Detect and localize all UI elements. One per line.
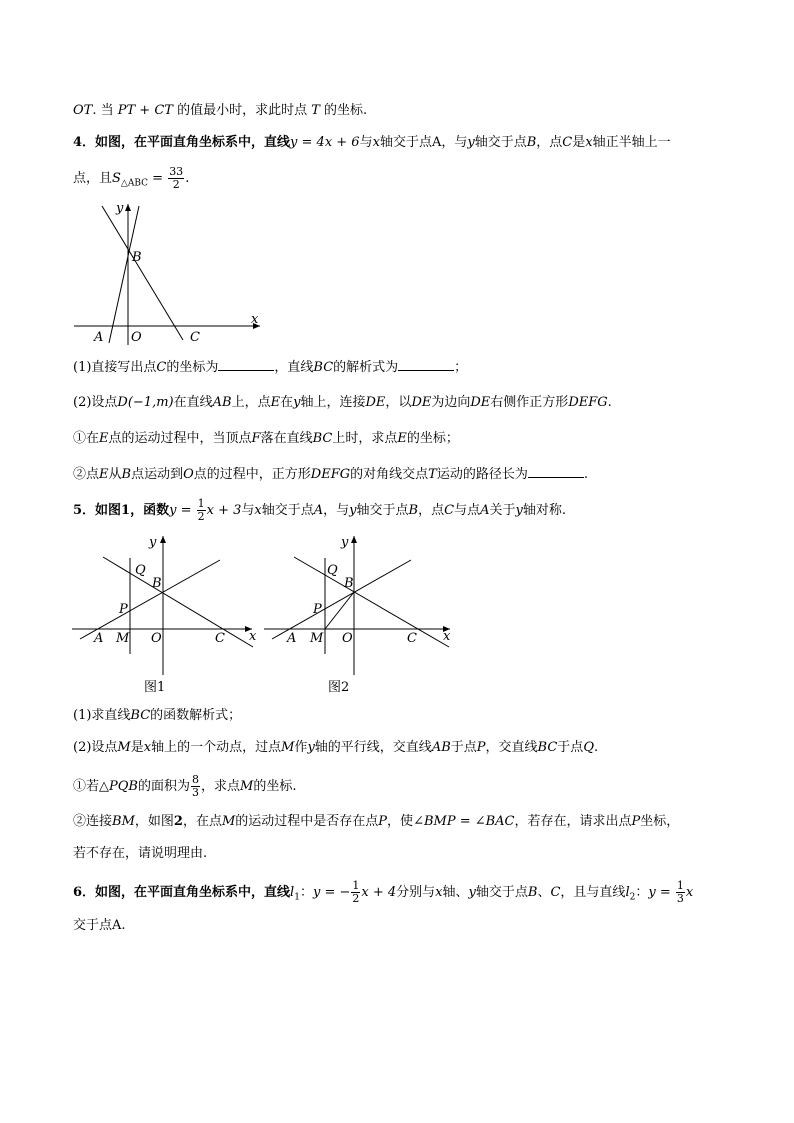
label-y: y <box>341 535 349 550</box>
q5-text: ，使 <box>387 814 414 829</box>
q5-var: A <box>480 503 490 518</box>
q4-text: 点运动到 <box>131 467 184 482</box>
q3-text: . 当 <box>92 103 118 118</box>
q5-text: 的面积为 <box>137 779 190 794</box>
q4-var: E <box>270 395 281 410</box>
q4-text: ，直线 <box>274 360 314 375</box>
q5-var: AB <box>431 740 451 755</box>
fraction-denominator: 2 <box>197 510 205 523</box>
q4-text: 与 <box>359 135 373 150</box>
q5-text: ，求点 <box>200 779 240 794</box>
q4-text: ，以 <box>385 395 412 410</box>
q5-text: ，交直线 <box>485 740 538 755</box>
label-O: O <box>131 330 142 345</box>
q5-text: 于点 <box>557 740 584 755</box>
q6-line2 <box>73 916 126 936</box>
q5-var: M <box>221 814 236 829</box>
q5-sub2-line2 <box>73 844 207 864</box>
q4-text: 的坐标为 <box>166 360 219 375</box>
q6-var: C <box>550 885 561 900</box>
q4-var: O <box>183 467 194 482</box>
q6-var: y <box>468 885 476 900</box>
y-axis-arrow <box>351 536 357 543</box>
q6-text: ： <box>299 885 313 900</box>
q5-text: ，在点 <box>182 814 222 829</box>
q5-text: 坐标， <box>640 814 680 829</box>
q4-text: 运动的路径长为 <box>436 467 528 482</box>
label-y: y <box>116 201 124 216</box>
q5-text: ，与 <box>323 503 350 518</box>
q5-var: M <box>281 740 295 755</box>
label-A: A <box>94 631 104 646</box>
q4-sub2 <box>73 463 588 485</box>
q3-text: 的坐标. <box>319 103 368 118</box>
label-M: M <box>116 631 130 646</box>
q4-text: 轴交于点A，与 <box>379 135 468 150</box>
q5-var: PQB <box>109 779 138 794</box>
q4-text: (1)直接写出点 <box>73 360 157 375</box>
q6-text: 轴交于点 <box>475 885 528 900</box>
q5-text: 与点 <box>454 503 481 518</box>
q5-text: ，如图 <box>134 814 174 829</box>
q5-text: (2)设点 <box>73 740 118 755</box>
q5-var: M <box>240 779 254 794</box>
q6-equation: x <box>685 885 694 900</box>
q4-part1 <box>73 356 467 378</box>
q4-text: 点的过程中，正方形 <box>193 467 311 482</box>
q4-area-symbol: S <box>112 171 121 186</box>
label-M: M <box>310 631 324 646</box>
q4-figure <box>70 198 270 348</box>
q4-var: DEFG <box>310 467 351 482</box>
q4-text: ，点 <box>536 135 563 150</box>
q4-text: 上，点 <box>231 395 271 410</box>
q4-part2 <box>73 393 612 413</box>
q5-var: A <box>313 503 324 518</box>
label-O: O <box>151 631 162 646</box>
q6-text: ，且与直线 <box>560 885 626 900</box>
y-axis-arrow <box>125 204 131 211</box>
q6-fraction <box>676 880 685 905</box>
label-C: C <box>215 631 225 646</box>
q5-line1 <box>73 498 566 523</box>
q4-var: BC <box>312 431 333 446</box>
q5-var: BC <box>130 708 151 723</box>
q3-T: T <box>311 103 320 118</box>
q6-var: x <box>435 885 443 900</box>
q4-area-subscript: △ABC <box>120 178 149 189</box>
q5-text: 轴对称. <box>522 503 566 518</box>
figure-caption: 图2 <box>328 680 350 695</box>
q5-var: P <box>631 814 641 829</box>
line-AB <box>109 206 139 343</box>
fraction-numerator: 33 <box>169 165 184 178</box>
q4-text: 右侧作正方形 <box>490 395 569 410</box>
q6-fraction <box>351 880 360 905</box>
q4-equation: y = 4x + 6 <box>290 135 360 150</box>
q5-text: 轴上的一个动点，过点 <box>151 740 282 755</box>
q6-line1 <box>73 880 693 908</box>
label-y: y <box>149 535 157 550</box>
q5-var: Q <box>583 740 594 755</box>
q4-line2 <box>73 166 189 194</box>
q4-text: 轴正半轴上一 <box>592 135 671 150</box>
q5-angle-equation: ∠BMP = ∠BAC <box>413 814 515 829</box>
q5-text: 作 <box>294 740 308 755</box>
q4-sub1 <box>73 429 459 449</box>
q6-equation: x + 4 <box>361 885 397 900</box>
q4-var: D(−1,m) <box>117 395 174 410</box>
q6-text: 交于点A. <box>73 918 126 933</box>
q5-text: 的函数解析式； <box>150 708 242 723</box>
q5-fraction <box>191 774 200 799</box>
q3-OT: OT <box>73 103 93 118</box>
label-x: x <box>443 629 451 644</box>
q4-text: 点，且 <box>73 171 113 186</box>
q4-var: E <box>99 467 109 482</box>
q5-var: B <box>408 503 419 518</box>
fraction-numerator: 8 <box>191 773 199 786</box>
q4-var: x <box>372 135 380 150</box>
label-P: P <box>119 602 128 617</box>
label-O: O <box>342 631 353 646</box>
q3-text: 的值最小时，求此时点 <box>172 103 312 118</box>
q5-number: 5．如图1，函数 <box>73 503 170 518</box>
q5-text: ②连接 <box>73 814 113 829</box>
label-A: A <box>94 330 104 345</box>
figure-caption: 图1 <box>144 680 166 695</box>
q5-var: C <box>444 503 455 518</box>
q4-var: DE <box>470 395 491 410</box>
q4-var: DE <box>365 395 386 410</box>
q4-var: x <box>585 135 593 150</box>
q4-var: B <box>121 467 132 482</box>
q4-var: F <box>251 431 261 446</box>
q5-var: M <box>117 740 131 755</box>
q4-text: . <box>185 171 190 186</box>
q6-var: B <box>527 885 538 900</box>
answer-blank[interactable] <box>528 463 584 478</box>
q6-var: l <box>625 885 630 900</box>
fraction-denominator: 2 <box>352 892 360 905</box>
q5-figure-2 <box>264 530 454 700</box>
line-AB <box>272 560 411 639</box>
q5-var: P <box>476 740 486 755</box>
y-axis-arrow <box>160 536 166 543</box>
label-Q: Q <box>327 563 338 578</box>
label-Q: Q <box>135 563 146 578</box>
q5-var: y <box>349 503 357 518</box>
q5-text: 轴的平行线，交直线 <box>314 740 432 755</box>
answer-blank[interactable] <box>218 356 274 371</box>
q4-text: 从 <box>108 467 122 482</box>
label-x: x <box>251 312 259 327</box>
q5-text: 是 <box>130 740 144 755</box>
q4-var: B <box>526 135 537 150</box>
q5-part1 <box>73 706 241 726</box>
q5-var: y <box>307 740 315 755</box>
q4-text: 在直线 <box>173 395 213 410</box>
fraction-numerator: 1 <box>352 879 360 892</box>
q4-text: 为边向 <box>431 395 471 410</box>
q4-text: 的坐标； <box>406 431 459 446</box>
q4-var: E <box>397 431 407 446</box>
q4-var: AB <box>212 395 232 410</box>
q4-fraction <box>168 166 184 191</box>
q3-tail-line <box>73 101 367 121</box>
q4-text: 在 <box>280 395 294 410</box>
q5-text: 关于 <box>489 503 516 518</box>
q4-var: C <box>156 360 167 375</box>
fraction-numerator: 1 <box>676 879 684 892</box>
q5-var: x <box>143 740 152 755</box>
q5-text: ，若存在，请求出点 <box>514 814 632 829</box>
q5-var: BM <box>112 814 135 829</box>
q4-var: BC <box>313 360 334 375</box>
q5-text: ，点 <box>418 503 445 518</box>
q4-text: (2)设点 <box>73 395 118 410</box>
fraction-denominator: 3 <box>191 786 199 799</box>
q4-line1 <box>73 133 671 153</box>
q5-text: 2 <box>173 814 183 829</box>
q5-text: 于点 <box>450 740 477 755</box>
label-B: B <box>132 250 142 265</box>
label-B: B <box>344 576 354 591</box>
q4-text: = <box>148 171 168 186</box>
q4-text: 是 <box>572 135 586 150</box>
q6-var: l <box>290 885 295 900</box>
q4-text: 上时，求点 <box>332 431 398 446</box>
q4-text: ①在 <box>73 431 100 446</box>
q5-text: 若不存在，请说明理由. <box>73 846 208 861</box>
q4-text: 轴交于点 <box>474 135 527 150</box>
q4-text: 的解析式为 <box>333 360 399 375</box>
q5-var: y <box>169 503 177 518</box>
q4-var: y <box>467 135 475 150</box>
q5-fraction <box>197 498 206 523</box>
q5-var: x <box>254 503 262 518</box>
q6-number: 6．如图，在平面直角坐标系中，直线 <box>73 885 291 900</box>
q5-var: BC <box>537 740 558 755</box>
q5-sub1 <box>73 774 296 799</box>
q4-text: 落在直线 <box>260 431 313 446</box>
q6-text: 轴、 <box>442 885 469 900</box>
q5-text: (1)求直线 <box>73 708 131 723</box>
q6-text: 分别与 <box>396 885 436 900</box>
q5-text: 的运动过程中是否存在点 <box>235 814 379 829</box>
q4-text: . <box>607 395 612 410</box>
q4-text: 点的运动过程中，当顶点 <box>108 431 252 446</box>
q4-var: T <box>428 467 437 482</box>
q5-part2 <box>73 738 598 758</box>
q4-var: DEFG <box>568 395 608 410</box>
line-AB <box>80 560 220 639</box>
q5-text: 的坐标. <box>253 779 297 794</box>
q5-text: 轴交于点 <box>261 503 314 518</box>
q6-subscript: 2 <box>629 892 636 903</box>
q4-number: 4．如图，在平面直角坐标系中，直线 <box>73 135 291 150</box>
label-P: P <box>313 602 322 617</box>
answer-blank[interactable] <box>398 356 454 371</box>
q5-var: y <box>515 503 523 518</box>
q4-text: . <box>583 467 588 482</box>
label-A: A <box>287 631 297 646</box>
q4-var: E <box>99 431 109 446</box>
q6-equation: y = <box>648 885 675 900</box>
q5-figure-1 <box>72 530 262 700</box>
label-C: C <box>190 330 200 345</box>
q4-text: 轴上，连接 <box>300 395 366 410</box>
q6-equation: y = − <box>312 885 351 900</box>
q6-text: 、 <box>537 885 551 900</box>
q4-var: y <box>293 395 301 410</box>
q5-text: ①若△ <box>73 779 109 794</box>
label-B: B <box>152 576 162 591</box>
q5-var: P <box>378 814 388 829</box>
q4-var: C <box>562 135 573 150</box>
fraction-denominator: 3 <box>676 892 684 905</box>
label-x: x <box>249 629 257 644</box>
q5-text: 与 <box>241 503 255 518</box>
q3-expr: PT + CT <box>117 103 173 118</box>
q5-var: x + 3 <box>206 503 242 518</box>
q5-text: = <box>176 503 196 518</box>
q4-var: DE <box>411 395 432 410</box>
q6-subscript: 1 <box>294 892 300 903</box>
q4-text: 的对角线交点 <box>350 467 429 482</box>
q5-sub2 <box>73 812 679 832</box>
q4-text: ②点 <box>73 467 100 482</box>
q4-text: ； <box>454 360 468 375</box>
segment-BM <box>325 592 354 629</box>
q5-text: . <box>593 740 599 755</box>
q5-text: 轴交于点 <box>356 503 409 518</box>
fraction-numerator: 1 <box>197 497 205 510</box>
fraction-denominator: 2 <box>172 178 180 191</box>
q6-text: ： <box>635 885 649 900</box>
label-C: C <box>407 631 417 646</box>
